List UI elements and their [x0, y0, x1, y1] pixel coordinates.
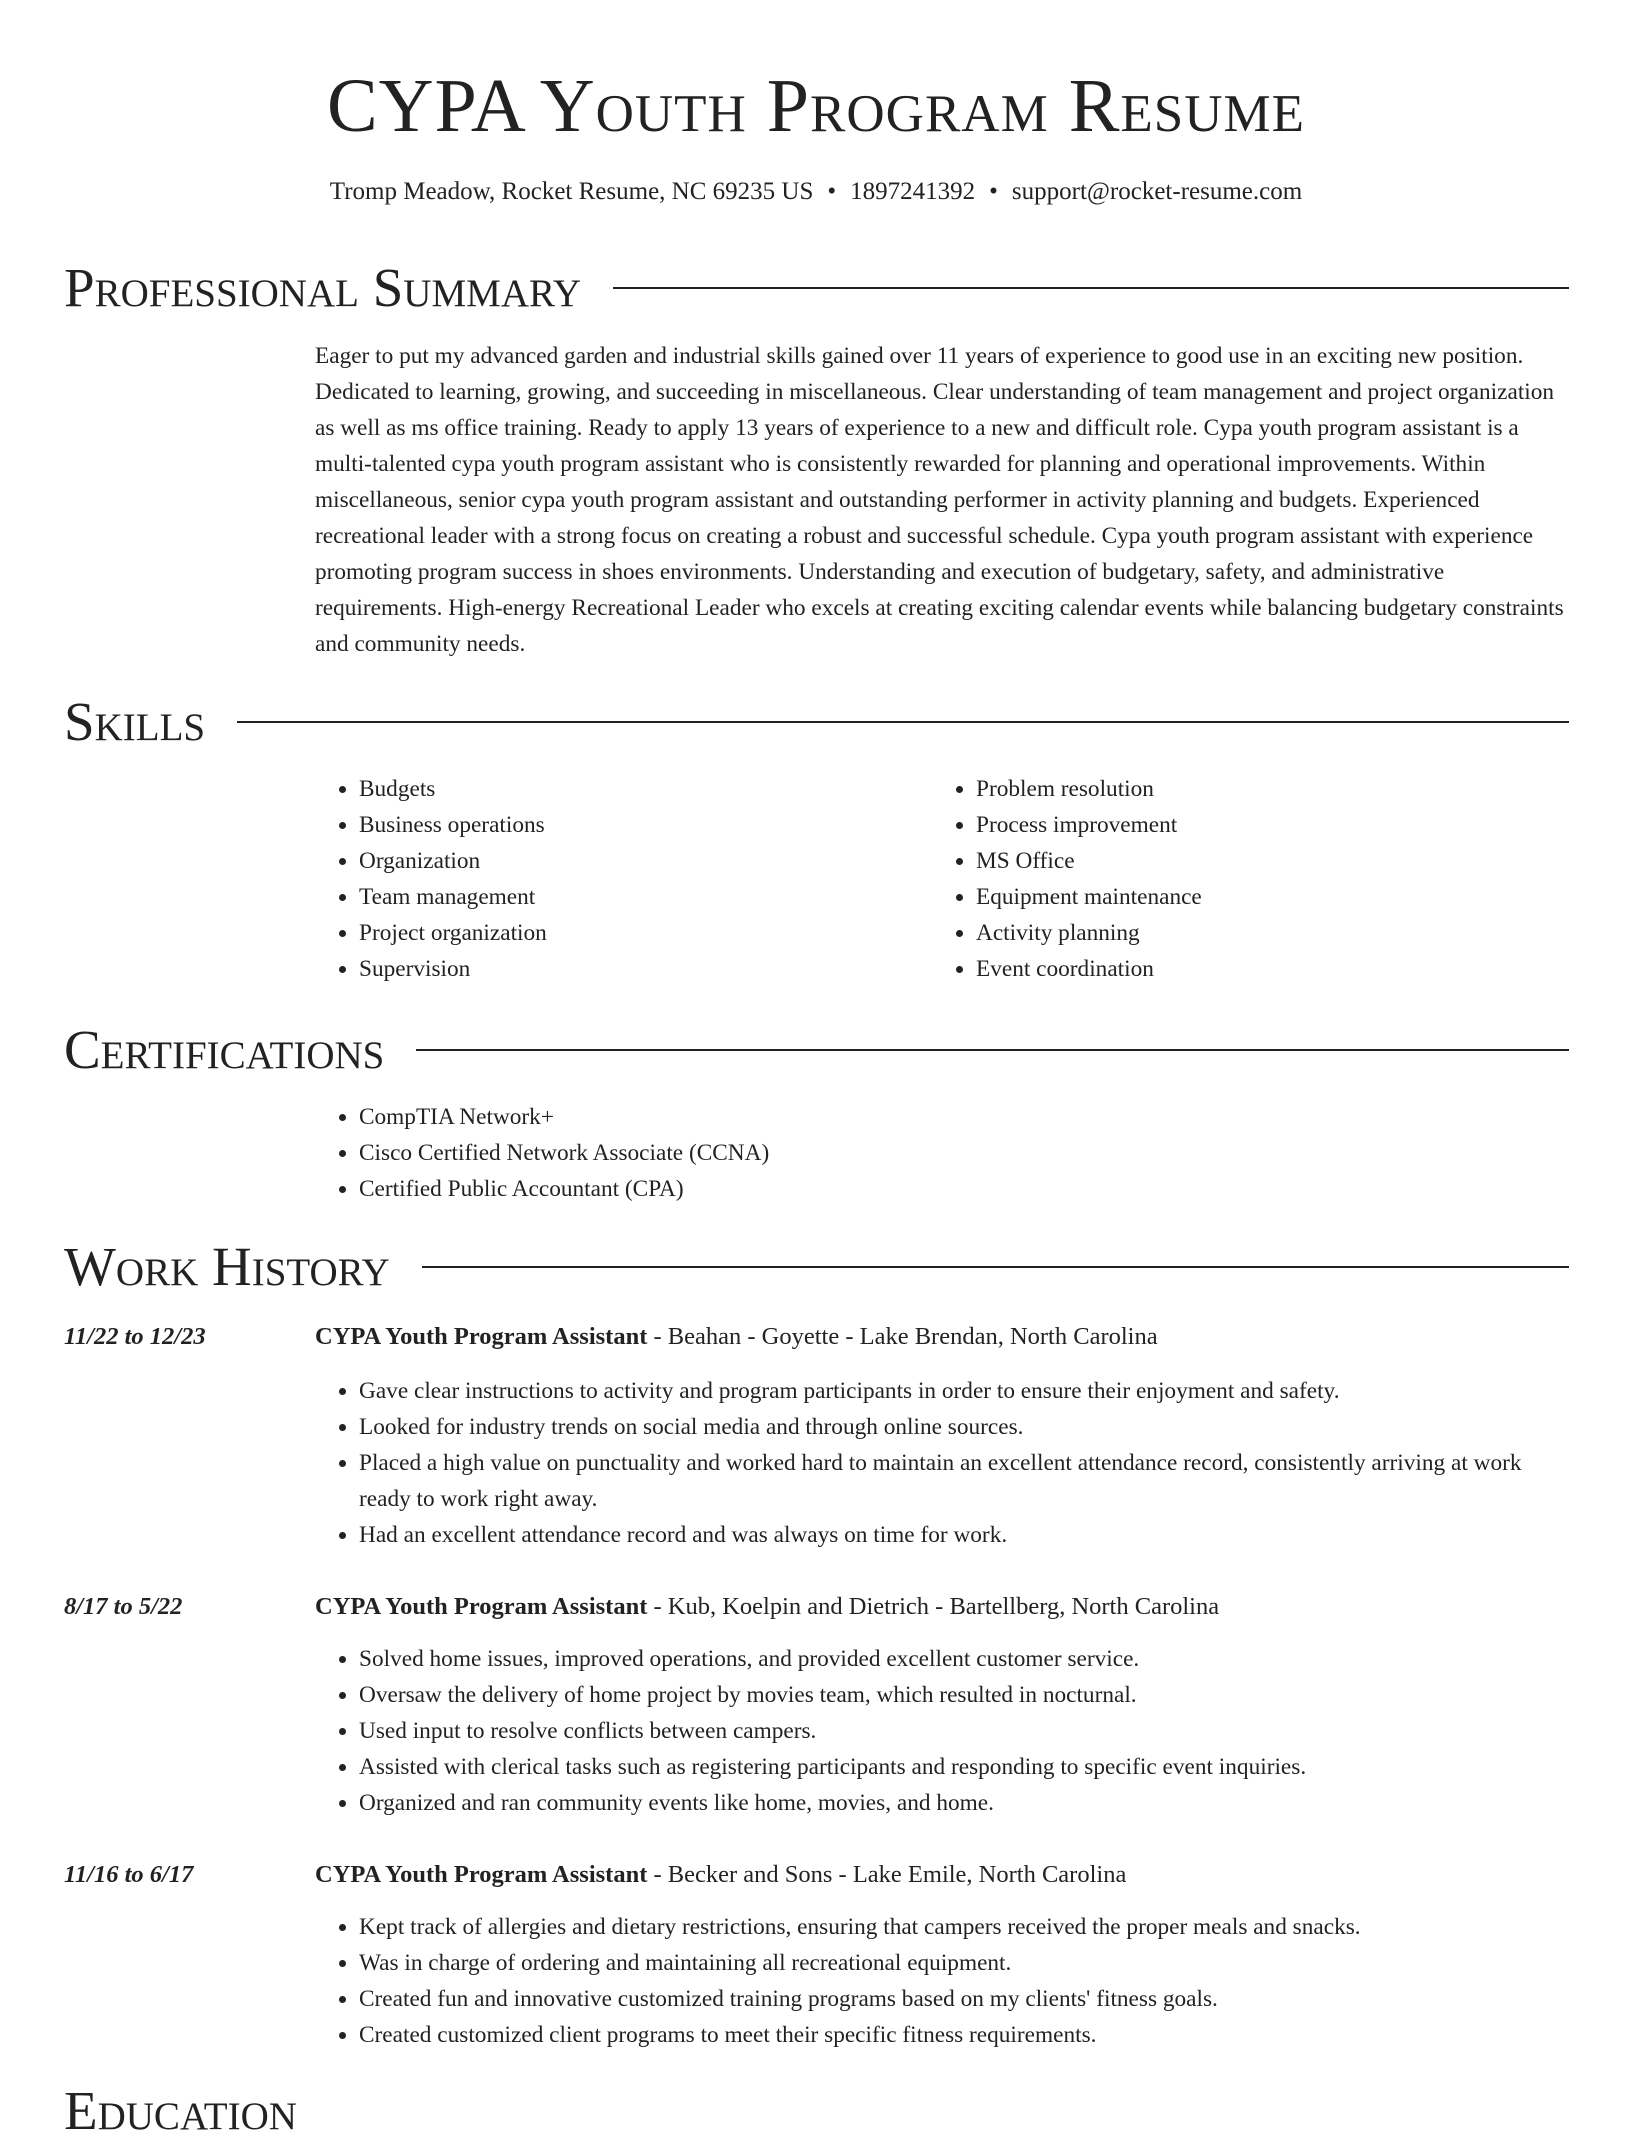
list-item: • Process improvement [976, 807, 1532, 843]
list-item: • Used input to resolve conflicts between campers. [359, 1713, 1569, 1749]
job-duties-list [315, 1909, 1569, 2053]
skills-column-left [315, 771, 915, 987]
list-item: • Problem resolution [976, 771, 1532, 807]
job-heading [315, 1319, 1569, 1355]
section-divider [237, 721, 1569, 723]
list-item: • Equipment maintenance [976, 879, 1532, 915]
list-item: • Project organization [359, 915, 915, 951]
list-item: • Placed a high value on punctuality and worked hard to maintain an excellent attendance record, consistently arriving at work ready to work right away. [359, 1445, 1569, 1517]
section-divider [613, 287, 1569, 289]
job-duties [315, 1641, 1569, 1821]
list-item: • Event coordination [976, 951, 1532, 987]
summary-paragraph: Eager to put my advanced garden and industrial skills gained over 11 years of experience to good use in an exciting new position. Dedicated to learning, growing, and succeeding in miscellaneous. Clear understanding of team management and project organization as well as ms office training. Ready to apply 13 years of experience to a new and difficult role. Cypa youth program assistant is a multi-talented cypa youth program assistant who is consistently rewarded for planning and operational improvements. Within miscellaneous, senior cypa youth program assistant and outstanding performer in activity planning and budgets. Experienced recreational leader with a strong focus on creating a robust and successful schedule. Cypa youth program assistant with experience promoting program success in shoes environments. Understanding and execution of budgetary, safety, and administrative requirements. High-energy Recreational Leader who excels at creating exciting calendar events while balancing budgetary constraints and community needs. [315, 343, 1564, 657]
list-item: • Oversaw the delivery of home project by movies team, which resulted in nocturnal. [359, 1677, 1569, 1713]
skills-column-right [932, 771, 1532, 987]
contact-separator: • [827, 178, 837, 205]
certifications-list [315, 1099, 1569, 1207]
job-dates: 11/16 to 6/17 [64, 1861, 194, 1888]
contact-phone: 1897241392 [850, 178, 976, 205]
list-item: • Assisted with clerical tasks such as registering participants and responding to specific event inquiries. [359, 1749, 1569, 1785]
list-item: • Created customized client programs to meet their specific fitness requirements. [359, 2017, 1569, 2053]
job-duties [315, 1373, 1569, 1553]
list-item: • Solved home issues, improved operations, and provided excellent customer service. [359, 1641, 1569, 1677]
contact-address: Tromp Meadow, Rocket Resume, NC 69235 US [329, 178, 814, 205]
job-employer: - Kub, Koelpin and Dietrich - Bartellberg, North Carolina [647, 1593, 1220, 1620]
list-item: • Looked for industry trends on social media and through online sources. [359, 1409, 1569, 1445]
list-item: • Organization [359, 843, 915, 879]
list-item: • Business operations [359, 807, 915, 843]
job-role: CYPA Youth Program Assistant [315, 1323, 648, 1350]
job-employer: - Becker and Sons - Lake Emile, North Carolina [647, 1861, 1127, 1888]
list-item: • Kept track of allergies and dietary restrictions, ensuring that campers received the proper meals and snacks. [359, 1909, 1569, 1945]
contact-separator: • [989, 178, 998, 205]
resume-title: CYPA Youth Program Resume [326, 64, 1306, 148]
job-dates: 11/22 to 12/23 [64, 1323, 206, 1350]
list-item: • Supervision [359, 951, 915, 987]
job-duties-list [315, 1373, 1569, 1553]
list-item: • Gave clear instructions to activity and program participants in order to ensure their enjoyment and safety. [359, 1373, 1569, 1409]
section-title-certifications: Certifications [64, 1019, 385, 1080]
list-item: • Certified Public Accountant (CPA) [359, 1171, 1569, 1207]
job-dates: 8/17 to 5/22 [64, 1593, 183, 1620]
list-item: • Organized and ran community events like home, movies, and home. [359, 1785, 1569, 1821]
job-heading [315, 1589, 1569, 1625]
job-duties-list [315, 1641, 1569, 1821]
list-item: • Had an excellent attendance record and was always on time for work. [359, 1517, 1569, 1553]
skills-list-right [932, 771, 1532, 987]
list-item: • Created fun and innovative customized training programs based on my clients' fitness goals. [359, 1981, 1569, 2017]
list-item: • CompTIA Network+ [359, 1099, 1569, 1135]
list-item: • MS Office [976, 843, 1532, 879]
skills-list-left [315, 771, 915, 987]
job-role: CYPA Youth Program Assistant [315, 1861, 648, 1888]
contact-email: support@rocket-resume.com [1011, 178, 1303, 205]
section-divider [422, 1266, 1569, 1268]
contact-line [0, 172, 1632, 212]
list-item: • Cisco Certified Network Associate (CCNA) [359, 1135, 1569, 1171]
section-header-skills [64, 687, 1569, 757]
certifications-block [315, 1099, 1569, 1207]
list-item: • Was in charge of ordering and maintaining all recreational equipment. [359, 1945, 1569, 1981]
section-title-work-history: Work History [64, 1236, 390, 1297]
list-item: • Budgets [359, 771, 915, 807]
section-title-summary: Professional Summary [64, 257, 582, 318]
list-item: • Team management [359, 879, 915, 915]
section-header-work-history [64, 1232, 1569, 1302]
job-employer: - Beahan - Goyette - Lake Brendan, North Carolina [647, 1323, 1158, 1350]
job-duties [315, 1909, 1569, 2053]
list-item: • Activity planning [976, 915, 1532, 951]
section-header-summary [64, 253, 1569, 323]
job-role: CYPA Youth Program Assistant [315, 1593, 648, 1620]
section-title-education: Education [64, 2080, 297, 2141]
section-title-skills: Skills [64, 691, 206, 752]
section-header-education [64, 2076, 1569, 2146]
job-heading [315, 1857, 1569, 1893]
section-header-certifications [64, 1015, 1569, 1085]
section-divider [416, 1049, 1569, 1051]
